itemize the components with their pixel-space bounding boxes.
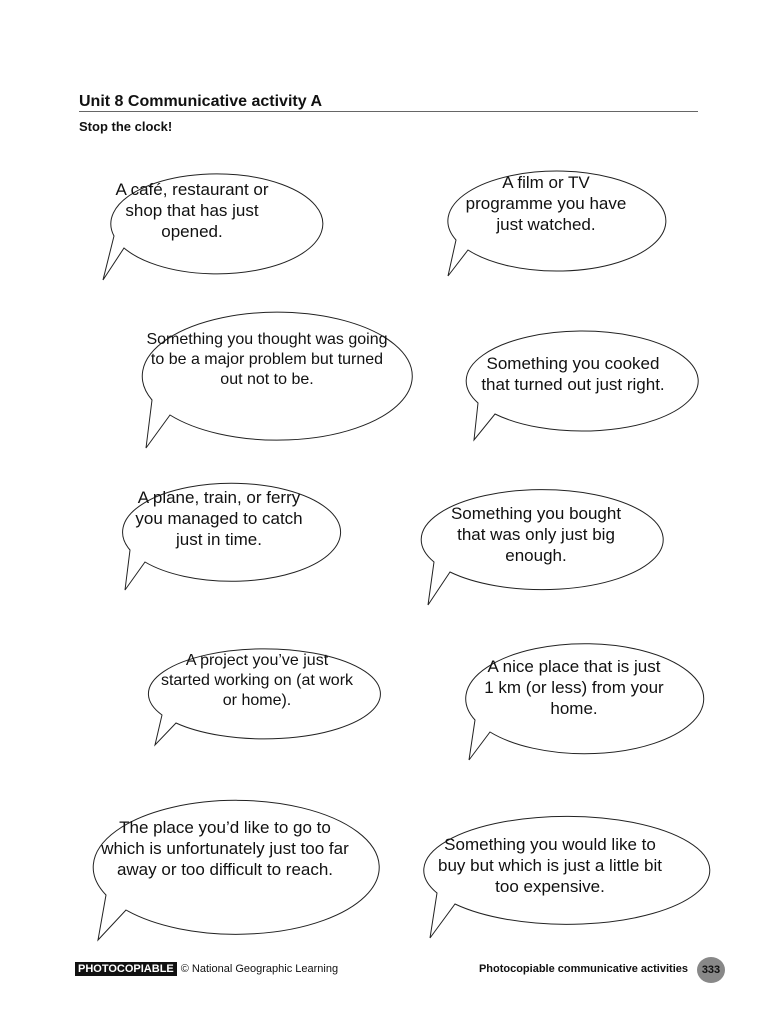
bubble-text-4: Something you cooked that turned out just right. [481, 354, 665, 394]
bubble-text-5: A plane, train, or ferry you managed to catch just in time. [135, 487, 303, 549]
bubble-text-10: Something you would like to buy but which is just a little bit too expensive. [438, 834, 662, 896]
bubble-text-8: A nice place that is just 1 km (or less) from your home. [484, 656, 664, 718]
bubble-text-7: A project you’ve just started working on (at work or home). [160, 652, 354, 709]
photocopiable-badge: PHOTOCOPIABLE [75, 962, 177, 976]
bubble-text-1: A café, restaurant or shop that has just opened. [115, 179, 269, 241]
copyright-text: © National Geographic Learning [180, 963, 339, 975]
footer-left [75, 962, 338, 976]
bubble-text-6: Something you bought that was only just big enough. [450, 503, 622, 565]
page-number: 333 [697, 957, 725, 983]
page-subtitle: Stop the clock! [79, 119, 173, 134]
footer-section-label: Photocopiable communicative activities [478, 963, 688, 975]
page-title-text: Unit 8 Communicative activity A [79, 93, 323, 110]
bubble-text-2: A film or TV programme you have just watched. [465, 172, 627, 234]
bubble-text-9: The place you’d like to go to which is unfortunately just too far away or too difficult to reach. [101, 817, 349, 879]
bubble-text-3: Something you thought was going to be a major problem but turned out not to be. [146, 331, 388, 388]
